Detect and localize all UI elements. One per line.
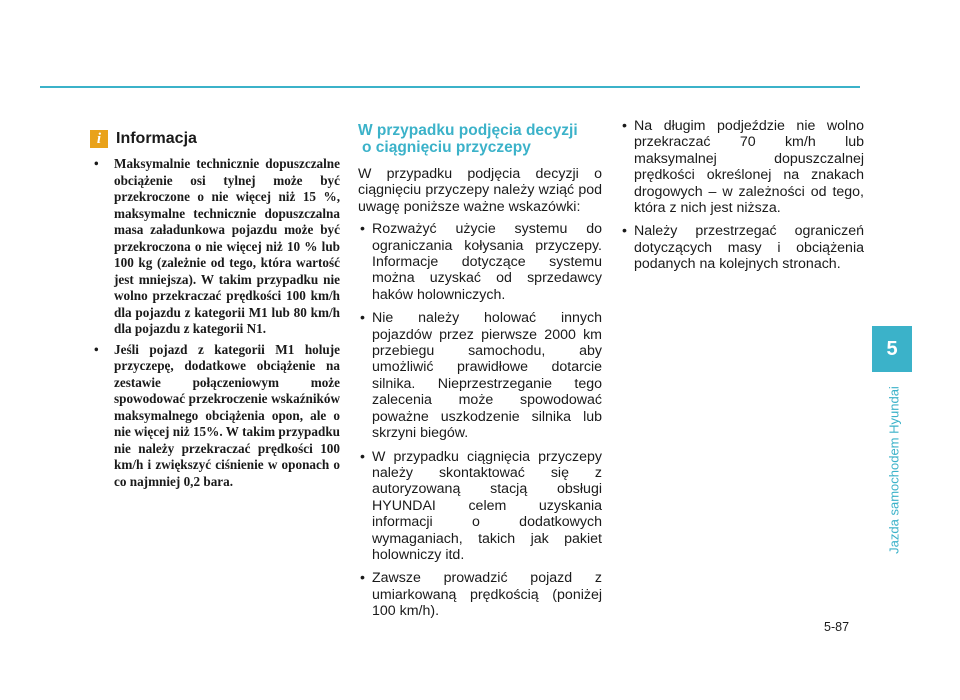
section-title xyxy=(358,122,602,156)
page-number: 5-87 xyxy=(824,620,850,634)
header-rule xyxy=(40,86,860,88)
chapter-tab: 5 xyxy=(872,326,912,372)
list-item: • W przypadku ciągnięcia przyczepy należy skontaktować się z autoryzowaną stacją obsługi HYUNDAI celem uzyskania informacji o dodatkowych wymaganiach, takich jak pakiet holowniczy itd. xyxy=(358,449,602,564)
list-item: • Należy przestrzegać ograniczeń dotyczących masy i obciążenia podanych na kolejnych stronach. xyxy=(620,223,864,272)
list-item: • Na długim podjeździe nie wolno przekraczać 70 km/h lub maksymalnej dopuszczalnej prędkości określonej na znakach drogowych – w zależności od tego, która z nich jest niższa. xyxy=(620,118,864,216)
section-title-line1: W przypadku podjęcia decyzji xyxy=(358,122,578,139)
section-intro: W przypadku podjęcia decyzji o ciągnięciu przyczepy należy wziąć pod uwagę poniższe ważne wskazówki: xyxy=(358,166,602,215)
info-list xyxy=(90,156,340,490)
info-list-item: • Jeśli pojazd z kategorii M1 holuje przyczepę, dodatkowe obciążenie na zestawie połączeniowym może spowodować przekroczenie wskaźników maksymalnego obciążenia opon, ale o nie więcej niż 15%. W takim przypadku nie należy przekraczać prędkości 100 km/h i zwiększyć ciśnienie w oponach o co najmniej 0,2 bara. xyxy=(90,342,340,491)
chapter-label: Jazda samochodem Hyundai xyxy=(886,386,902,554)
towing-column xyxy=(358,118,602,627)
section-list xyxy=(358,221,602,619)
list-item: • Nie należy holować innych pojazdów przez pierwsze 2000 km przebiegu samochodu, aby umożliwić prawidłowe dotarcie silnika. Nieprzestrzeganie tego zalecenia może spowodować poważne uszkodzenie silnika lub skrzyni biegów. xyxy=(358,310,602,441)
info-header xyxy=(90,130,340,148)
continuation-column xyxy=(620,118,864,280)
list-item: • Rozważyć użycie systemu do ograniczania kołysania przyczepy. Informacje dotyczące systemu można uzyskać od sprzedawcy haków holowniczych. xyxy=(358,221,602,303)
info-list-item: • Maksymalnie technicznie dopuszczalne obciążenie osi tylnej może być przekroczone o nie więcej niż 15 %, maksymalne technicznie dopuszczalna masa załadunkowa pojazdu może być przekroczona o nie więcej niż 10 % lub 100 kg (zależnie od tego, która wartość jest mniejsza). W takim przypadku nie wolno przekraczać prędkości 100 km/h dla pojazdu z kategorii M1 lub 80 km/h dla pojazdu z kategorii N1. xyxy=(90,156,340,338)
info-title: Informacja xyxy=(116,130,197,147)
info-icon: i xyxy=(90,130,108,148)
section-title-line2: o ciągnięciu przyczepy xyxy=(362,139,531,156)
list-item: • Zawsze prowadzić pojazd z umiarkowaną prędkością (poniżej 100 km/h). xyxy=(358,570,602,619)
continuation-list xyxy=(620,118,864,273)
info-column xyxy=(90,118,340,494)
